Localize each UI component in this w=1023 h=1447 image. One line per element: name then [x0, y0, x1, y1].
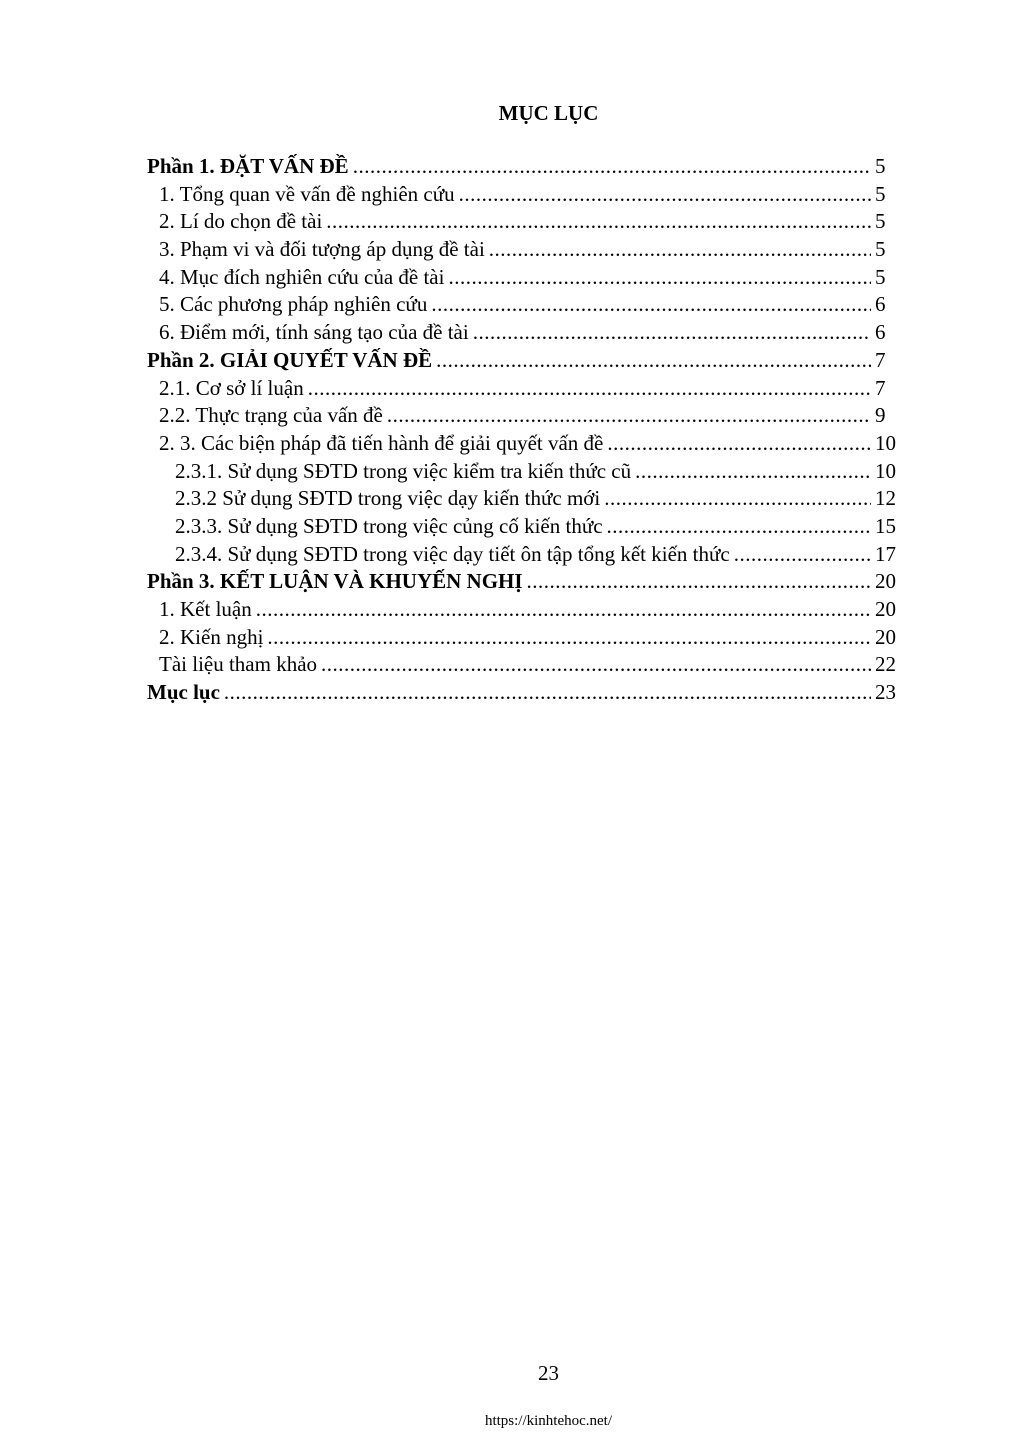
toc-entry-page: 7	[875, 347, 886, 372]
toc-entry-page: 5	[875, 181, 886, 206]
toc-entry-label: 2.1. Cơ sở lí luận	[159, 375, 304, 400]
toc-entry-measure-4[interactable]	[147, 541, 909, 569]
toc-entry-methods[interactable]	[147, 291, 909, 319]
toc-entry-page: 12	[875, 486, 896, 511]
toc-entry-references[interactable]	[147, 651, 909, 679]
toc-leader-dots	[734, 541, 871, 569]
toc-leader-dots	[607, 430, 871, 458]
toc-entry-contents[interactable]	[147, 679, 909, 707]
toc-leader-dots	[436, 347, 871, 375]
table-of-contents	[147, 153, 909, 707]
toc-entry-label: 2. 3. Các biện pháp đã tiến hành để giải quyết vấn đề	[159, 430, 604, 455]
toc-entry-label: 1. Tổng quan về vấn đề nghiên cứu	[159, 181, 455, 206]
toc-leader-dots	[224, 679, 871, 707]
toc-leader-dots	[604, 485, 871, 513]
toc-entry-page: 6	[875, 292, 886, 317]
toc-entry-label: 2. Kiến nghị	[159, 624, 264, 649]
toc-leader-dots	[387, 402, 871, 430]
toc-leader-dots	[267, 624, 871, 652]
toc-entry-label: 6. Điểm mới, tính sáng tạo của đề tài	[159, 320, 469, 345]
footer-url[interactable]: https://kinhtehoc.net/	[484, 1413, 613, 1429]
toc-entry-label: Phần 1. ĐẶT VẤN ĐỀ	[147, 154, 349, 178]
toc-entry-page: 5	[875, 154, 886, 178]
toc-entry-label: Mục lục	[147, 680, 220, 705]
toc-entry-page: 20	[875, 624, 896, 649]
toc-entry-novelty[interactable]	[147, 319, 909, 347]
toc-entry-measure-2[interactable]	[147, 485, 909, 513]
toc-leader-dots	[431, 291, 871, 319]
toc-entry-measure-3[interactable]	[147, 513, 909, 541]
toc-entry-part-1[interactable]	[147, 153, 909, 181]
page-number: 23	[538, 1361, 559, 1385]
toc-entry-label: 1. Kết luận	[159, 597, 252, 621]
toc-entry-page: 20	[875, 569, 896, 594]
toc-entry-page: 10	[875, 458, 896, 483]
toc-entry-measure-1[interactable]	[147, 458, 909, 486]
toc-entry-label: 2.3.4. Sử dụng SĐTD trong việc dạy tiết ôn tập tổng kết kiến thức	[175, 541, 730, 566]
toc-entry-page: 5	[875, 237, 886, 262]
toc-entry-label: 3. Phạm vi và đối tượng áp dụng đề tài	[159, 237, 485, 262]
toc-entry-theory[interactable]	[147, 375, 909, 403]
toc-leader-dots	[308, 375, 871, 403]
toc-entry-page: 20	[875, 597, 896, 621]
toc-entry-label: 2. Lí do chọn đề tài	[159, 209, 323, 234]
toc-leader-dots	[321, 651, 871, 679]
toc-leader-dots	[527, 568, 871, 596]
toc-entry-label: 2.3.2 Sử dụng SĐTD trong việc dạy kiến thức mới	[175, 486, 601, 511]
toc-entry-label: 2.2. Thực trạng của vấn đề	[159, 403, 383, 428]
toc-entry-page: 22	[875, 652, 896, 677]
toc-entry-measures[interactable]	[147, 430, 909, 458]
toc-entry-page: 10	[875, 430, 896, 455]
toc-entry-label: Tài liệu tham khảo	[159, 652, 318, 677]
toc-leader-dots	[459, 181, 871, 209]
toc-entry-page: 17	[875, 541, 896, 566]
toc-leader-dots	[353, 153, 871, 181]
toc-leader-dots	[326, 208, 871, 236]
toc-entry-page: 6	[875, 320, 886, 345]
toc-entry-conclusion[interactable]	[147, 596, 909, 624]
toc-entry-part-3[interactable]	[147, 568, 909, 596]
page-title: MỤC LỤC	[498, 101, 599, 125]
toc-entry-reason[interactable]	[147, 208, 909, 236]
toc-entry-page: 7	[875, 375, 886, 400]
toc-entry-overview[interactable]	[147, 181, 909, 209]
toc-entry-page: 5	[875, 209, 886, 234]
toc-entry-scope[interactable]	[147, 236, 909, 264]
toc-leader-dots	[489, 236, 871, 264]
toc-entry-label: 5. Các phương pháp nghiên cứu	[159, 292, 428, 317]
toc-entry-status[interactable]	[147, 402, 909, 430]
toc-leader-dots	[256, 596, 871, 624]
toc-entry-label: Phần 2. GIẢI QUYẾT VẤN ĐỀ	[147, 347, 433, 372]
toc-entry-label: 4. Mục đích nghiên cứu của đề tài	[159, 264, 445, 289]
toc-entry-part-2[interactable]	[147, 347, 909, 375]
toc-entry-label: 2.3.1. Sử dụng SĐTD trong việc kiểm tra kiến thức cũ	[175, 458, 632, 483]
toc-entry-page: 15	[875, 513, 896, 538]
toc-entry-purpose[interactable]	[147, 264, 909, 292]
toc-leader-dots	[607, 513, 871, 541]
toc-entry-recommendation[interactable]	[147, 624, 909, 652]
toc-entry-label: Phần 3. KẾT LUẬN VÀ KHUYẾN NGHỊ	[147, 569, 523, 594]
toc-entry-page: 5	[875, 264, 886, 289]
toc-entry-page: 9	[875, 403, 886, 428]
toc-entry-page: 23	[875, 680, 896, 705]
toc-leader-dots	[473, 319, 871, 347]
toc-leader-dots	[635, 458, 871, 486]
toc-entry-label: 2.3.3. Sử dụng SĐTD trong việc củng cố kiến thức	[175, 513, 603, 538]
toc-leader-dots	[448, 264, 871, 292]
